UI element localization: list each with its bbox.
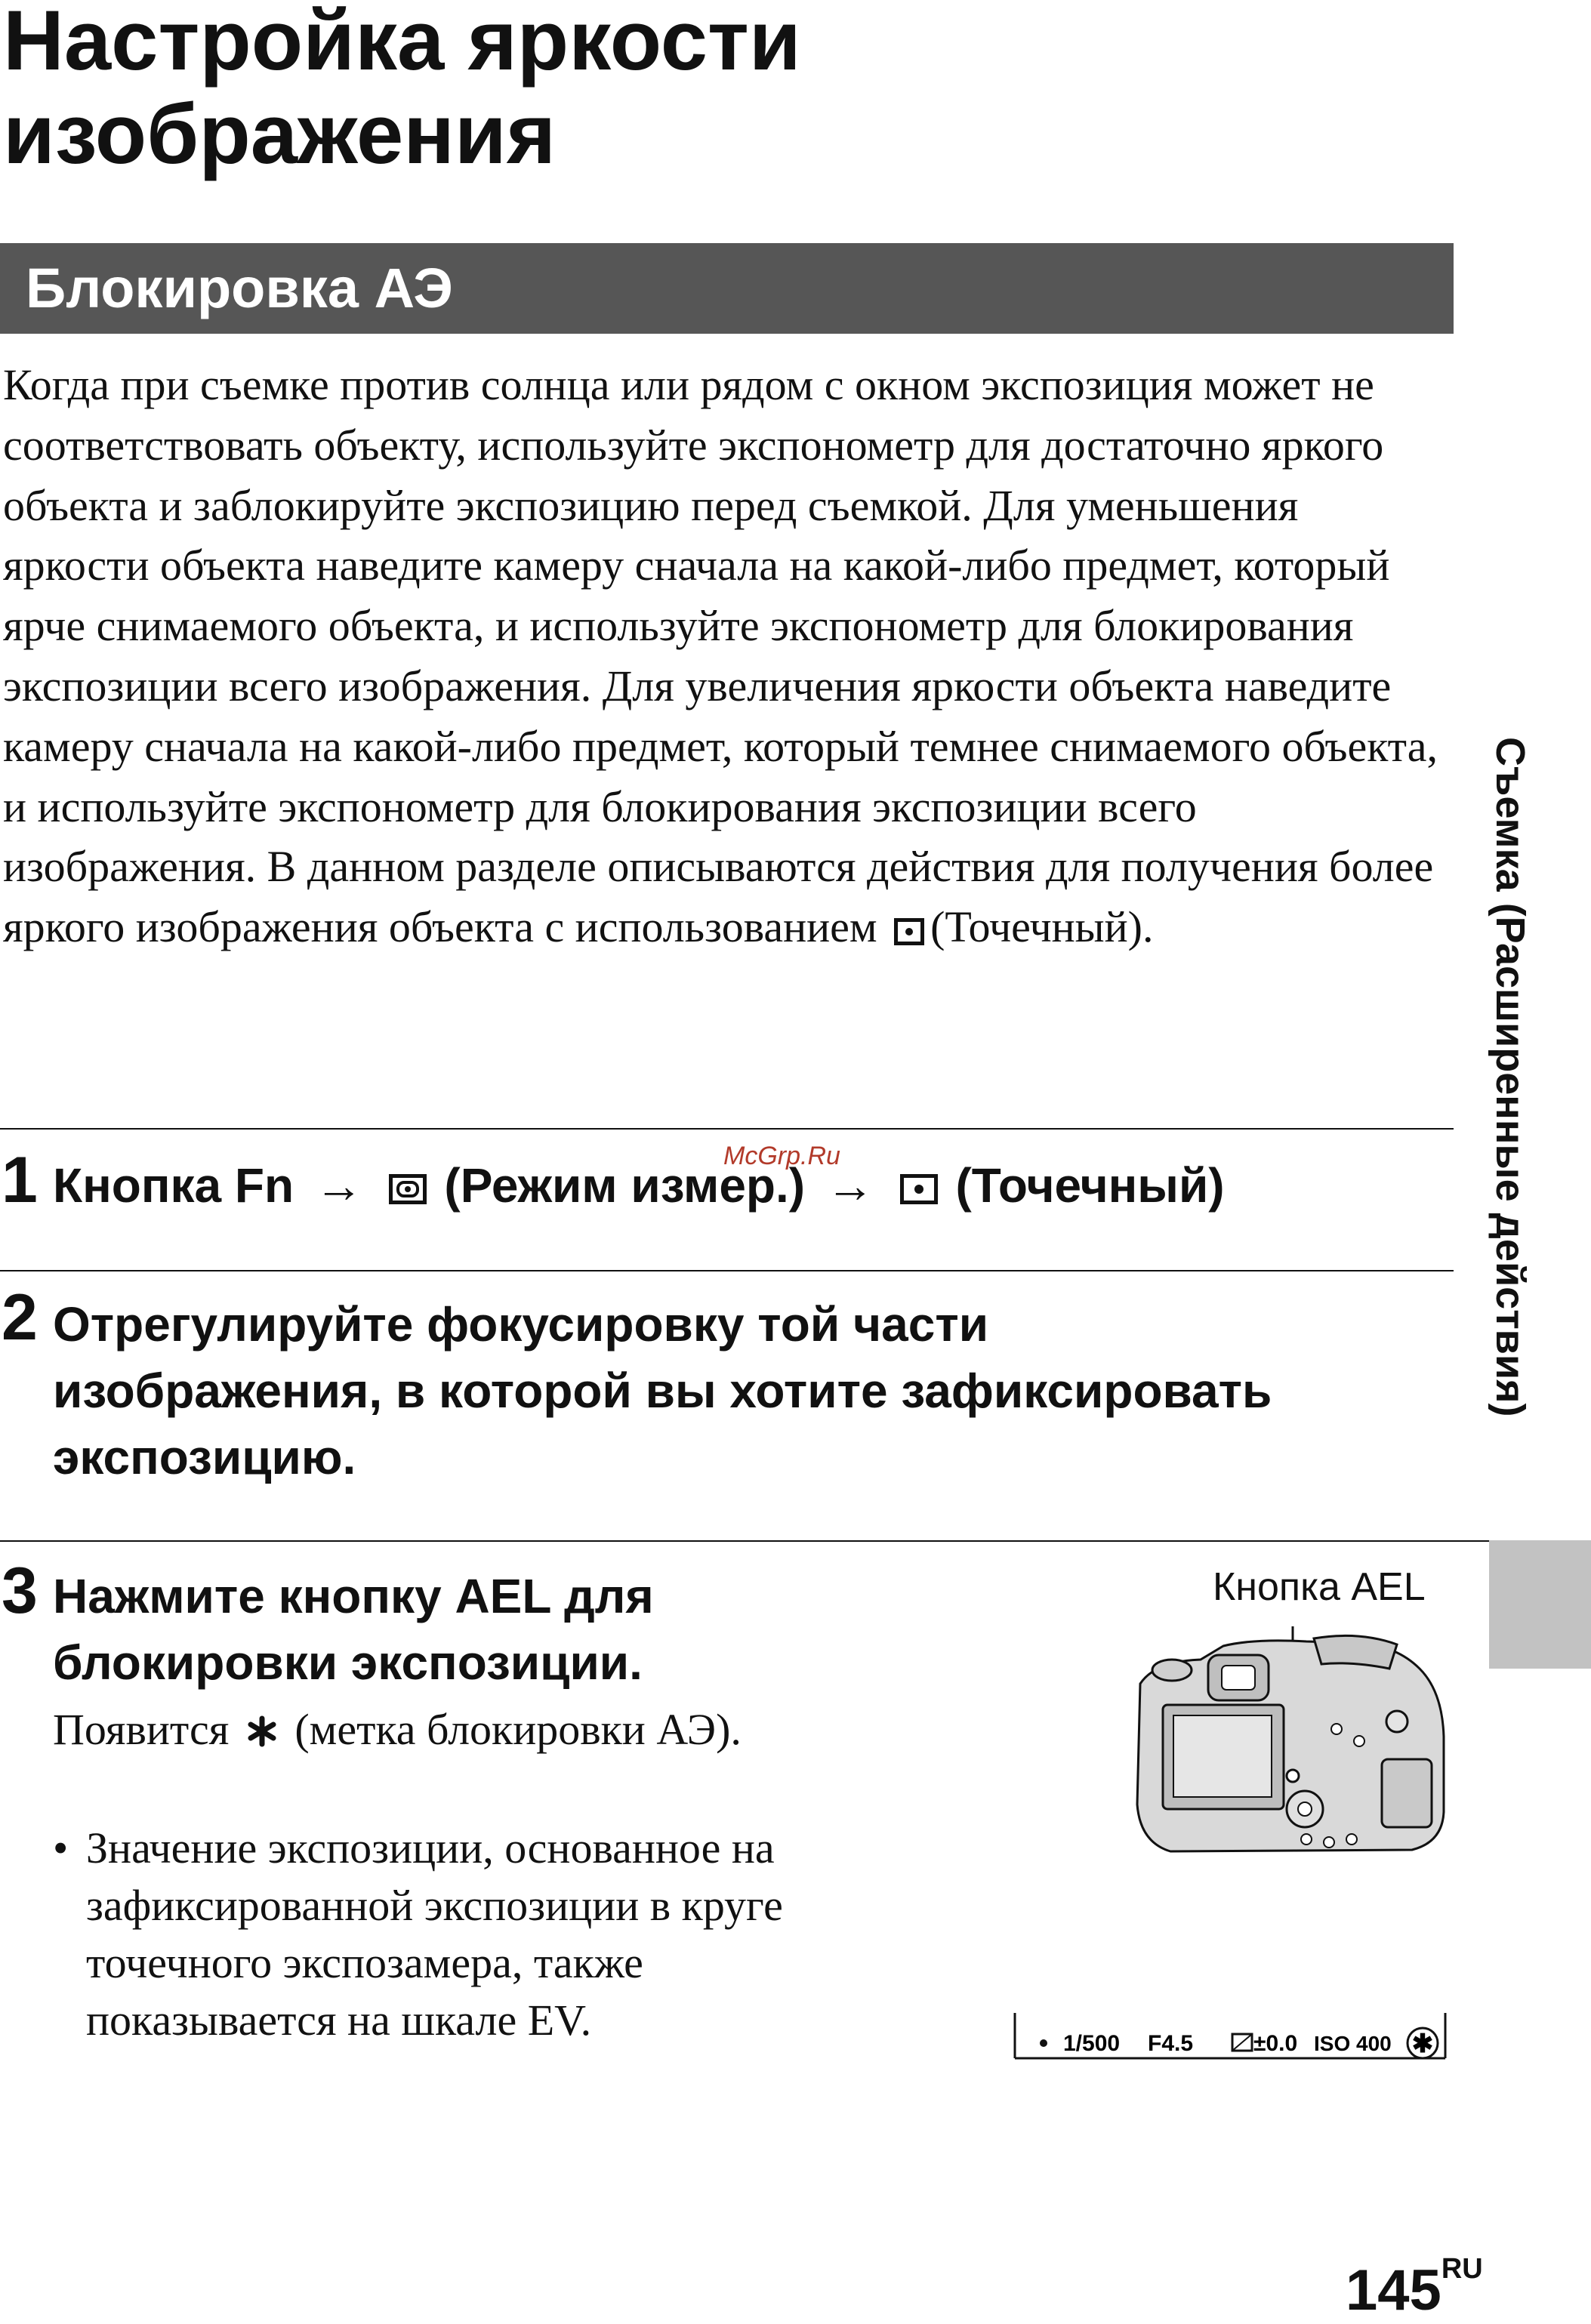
side-section-tab bbox=[1489, 1540, 1591, 1669]
divider bbox=[0, 1270, 1454, 1271]
bullet-text: Значение экспозиции, основанное на зафиксированной экспозиции в круге точечного экспозамера, также показывается на шкале EV. bbox=[86, 1823, 783, 2045]
intro-tail: (Точечный). bbox=[930, 902, 1154, 952]
page-number bbox=[1346, 2253, 1483, 2323]
page-number-value: 145 bbox=[1346, 2258, 1441, 2322]
step-2-line-2: изображения, в которой вы хотите зафиксировать bbox=[53, 1364, 1272, 1418]
ev-scale-display bbox=[1012, 2008, 1450, 2069]
page-title bbox=[3, 0, 1438, 181]
divider bbox=[0, 1128, 1454, 1130]
arrow-right-icon: → bbox=[314, 1158, 363, 1213]
step-number: 3 bbox=[2, 1555, 38, 1627]
step-1-part-2: (Режим измер.) bbox=[444, 1158, 806, 1213]
page-number-suffix: RU bbox=[1441, 2253, 1483, 2285]
arrow-right-icon: → bbox=[825, 1158, 874, 1213]
step-2-line-1: Отрегулируйте фокусировку той части bbox=[53, 1297, 989, 1352]
step-1-part-3: (Точечный) bbox=[955, 1158, 1225, 1213]
step-3-line-2: блокировки экспозиции. bbox=[53, 1635, 643, 1690]
ae-lock-asterisk-icon bbox=[245, 1705, 279, 1764]
intro-paragraph bbox=[3, 355, 1445, 957]
step-3-line-1: Нажмите кнопку AEL для bbox=[53, 1569, 654, 1623]
step-3-sub-prefix: Появится bbox=[53, 1705, 230, 1754]
intro-text: Когда при съемке против солнца или рядом с окном экспозиция может не соответствовать объекту, используйте экспонометр для достаточно яркого объекта и заблокируйте экспозицию перед съемкой. Для уменьшения яркости объекта наведите камеру сначала на какой-либо предмет, который ярче снимаемого объекта, и используйте экспонометр для блокирования экспозиции всего изображения. Для увеличения яркости объекта наведите камеру сначала на какой-либо предмет, который темнее снимаемого объекта, и используйте экспонометр для блокирования экспозиции всего изображения. В данном разделе описываются действия для получения более яркого изображения объекта с использованием bbox=[3, 360, 1438, 952]
page-title-line-2: изображения bbox=[3, 87, 557, 181]
step-number: 2 bbox=[2, 1281, 38, 1354]
ev-bar-lock-symbol: ✱ bbox=[1411, 2030, 1434, 2058]
ev-bar-ev: ±0.0 bbox=[1253, 2031, 1298, 2056]
ev-bar-iso: ISO 400 bbox=[1314, 2032, 1392, 2055]
section-header-bar bbox=[0, 243, 1454, 334]
bullet-mark: • bbox=[53, 1823, 69, 1872]
step-2-text bbox=[53, 1291, 1472, 1490]
side-section-label: Съемка (Расширенные действия) bbox=[1488, 737, 1533, 1417]
step-number: 1 bbox=[2, 1144, 38, 1216]
step-3-sub-suffix: (метка блокировки АЭ). bbox=[294, 1705, 742, 1754]
divider bbox=[0, 1540, 1489, 1542]
ev-bar-shutter: 1/500 bbox=[1063, 2031, 1121, 2056]
section-title: Блокировка АЭ bbox=[26, 257, 453, 319]
ael-button-callout: Кнопка AEL bbox=[1213, 1565, 1426, 1609]
spot-metering-icon bbox=[894, 918, 924, 945]
step-1-part-1: Кнопка Fn bbox=[53, 1158, 294, 1213]
page-title-line-1: Настройка яркости bbox=[3, 0, 801, 88]
watermark: McGrp.Ru bbox=[723, 1142, 840, 1170]
spot-metering-icon bbox=[900, 1174, 938, 1204]
metering-mode-icon bbox=[389, 1174, 427, 1204]
step-3-description bbox=[53, 1700, 778, 1764]
ev-bar-aperture: F4.5 bbox=[1148, 2031, 1194, 2056]
step-2-line-3: экспозицию. bbox=[53, 1430, 356, 1484]
camera-back-illustration bbox=[1110, 1616, 1457, 1918]
step-3-title bbox=[53, 1563, 883, 1696]
